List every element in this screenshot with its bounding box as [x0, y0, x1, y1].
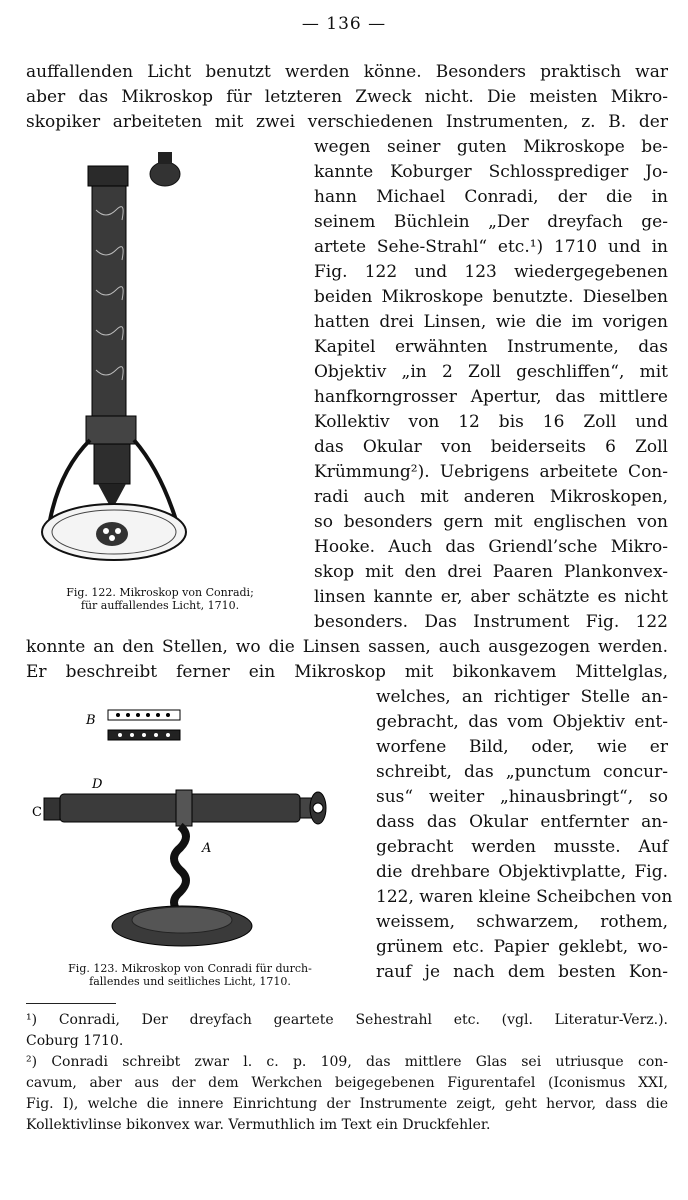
caption-line: Fig. 123. Mikroskop von Conradi für durch- [68, 962, 312, 975]
text-line: die drehbare Objektivplatte, Fig. [376, 862, 668, 882]
text-line: worfene Bild, oder, wie er [376, 737, 668, 757]
text-line: skopiker arbeiteten mit zwei verschiedenen Instrumenten, z. B. der [26, 112, 668, 132]
text-line: kannte Koburger Schlossprediger Jo- [314, 162, 668, 182]
footnote-line: Fig. I), welche die innere Einrichtung der Instrumente zeigt, geht hervor, dass die [26, 1096, 668, 1112]
text-line: so besonders gern mit englischen von [314, 512, 668, 532]
caption-line: fallendes und seitliches Licht, 1710. [89, 975, 291, 988]
text-line: Krümmung²). Uebrigens arbeitete Con- [314, 462, 668, 482]
label-a: A [202, 841, 212, 856]
text-line: wegen seiner guten Mikroskope be- [314, 137, 668, 157]
text-line: linsen kannte er, aber schätzte es nicht [314, 587, 668, 607]
text-line: artete Sehe-Strahl“ etc.¹) 1710 und in [314, 237, 668, 257]
text-line: besonders. Das Instrument Fig. 122 [314, 612, 668, 632]
label-c: C [32, 805, 42, 820]
text-line: radi auch mit anderen Mikroskopen, [314, 487, 668, 507]
footnote-line: ²) Conradi schreibt zwar l. c. p. 109, das mittlere Glas sei utriusque con- [26, 1054, 668, 1070]
figure-122-caption [30, 586, 290, 612]
figure-123-microscope [30, 700, 350, 956]
footnote-line: cavum, aber aus der dem Werkchen beigegebenen Figurentafel (Iconismus XXI, [26, 1075, 668, 1091]
text-line: Er beschreibt ferner ein Mikroskop mit bikonkavem Mittelglas, [26, 662, 668, 682]
caption-line: für auffallendes Licht, 1710. [80, 599, 240, 612]
label-d: D [92, 777, 103, 792]
text-line: weissem, schwarzem, rothem, [376, 912, 668, 932]
figure-123-caption [30, 962, 350, 988]
text-line: Kapitel erwähnten Instrumente, das [314, 337, 668, 357]
footnote-rule [26, 1003, 116, 1004]
caption-line: Fig. 122. Mikroskop von Conradi; [66, 586, 254, 599]
text-line: Objektiv „in 2 Zoll geschliffen“, mit [314, 362, 668, 382]
footnote-line: Coburg 1710. [26, 1033, 124, 1049]
footnote-line: ¹) Conradi, Der dreyfach geartete Sehestrahl etc. (vgl. Literatur-Verz.). [26, 1012, 668, 1028]
text-line: hanfkorngrosser Apertur, das mittlere [314, 387, 668, 407]
text-line: skop mit den drei Paaren Plankonvex- [314, 562, 668, 582]
text-line: hatten drei Linsen, wie die im vorigen [314, 312, 668, 332]
label-b: B [86, 713, 96, 728]
text-line: 122, waren kleine Scheibchen von [376, 887, 673, 907]
text-line: Hooke. Auch das Griendl’sche Mikro- [314, 537, 668, 557]
text-line: Kollektiv von 12 bis 16 Zoll und [314, 412, 668, 432]
text-line: schreibt, das „punctum concur- [376, 762, 668, 782]
figure-122-microscope [30, 140, 230, 580]
text-line: grünem etc. Papier geklebt, wo- [376, 937, 668, 957]
text-line: dass das Okular entfernter an- [376, 812, 668, 832]
text-line: sus“ weiter „hinausbringt“, so [376, 787, 668, 807]
text-line: gebracht, das vom Objektiv ent- [376, 712, 668, 732]
text-line: das Okular von beiderseits 6 Zoll [314, 437, 668, 457]
text-line: beiden Mikroskope benutzte. Dieselben [314, 287, 668, 307]
text-line: hann Michael Conradi, der die in [314, 187, 668, 207]
text-line: welches, an richtiger Stelle an- [376, 687, 668, 707]
text-line: rauf je nach dem besten Kon- [376, 962, 668, 982]
text-line: Fig. 122 und 123 wiedergegebenen [314, 262, 668, 282]
text-line: seinem Büchlein „Der dreyfach ge- [314, 212, 668, 232]
page-number: — 136 — [301, 14, 387, 34]
text-line: gebracht werden musste. Auf [376, 837, 668, 857]
text-line: auffallenden Licht benutzt werden könne. Besonders praktisch war [26, 62, 668, 82]
text-line: konnte an den Stellen, wo die Linsen sassen, auch ausgezogen werden. [26, 637, 668, 657]
footnote-line: Kollektivlinse bikonvex war. Vermuthlich im Text ein Druckfehler. [26, 1117, 491, 1133]
text-line: aber das Mikroskop für letzteren Zweck nicht. Die meisten Mikro- [26, 87, 668, 107]
